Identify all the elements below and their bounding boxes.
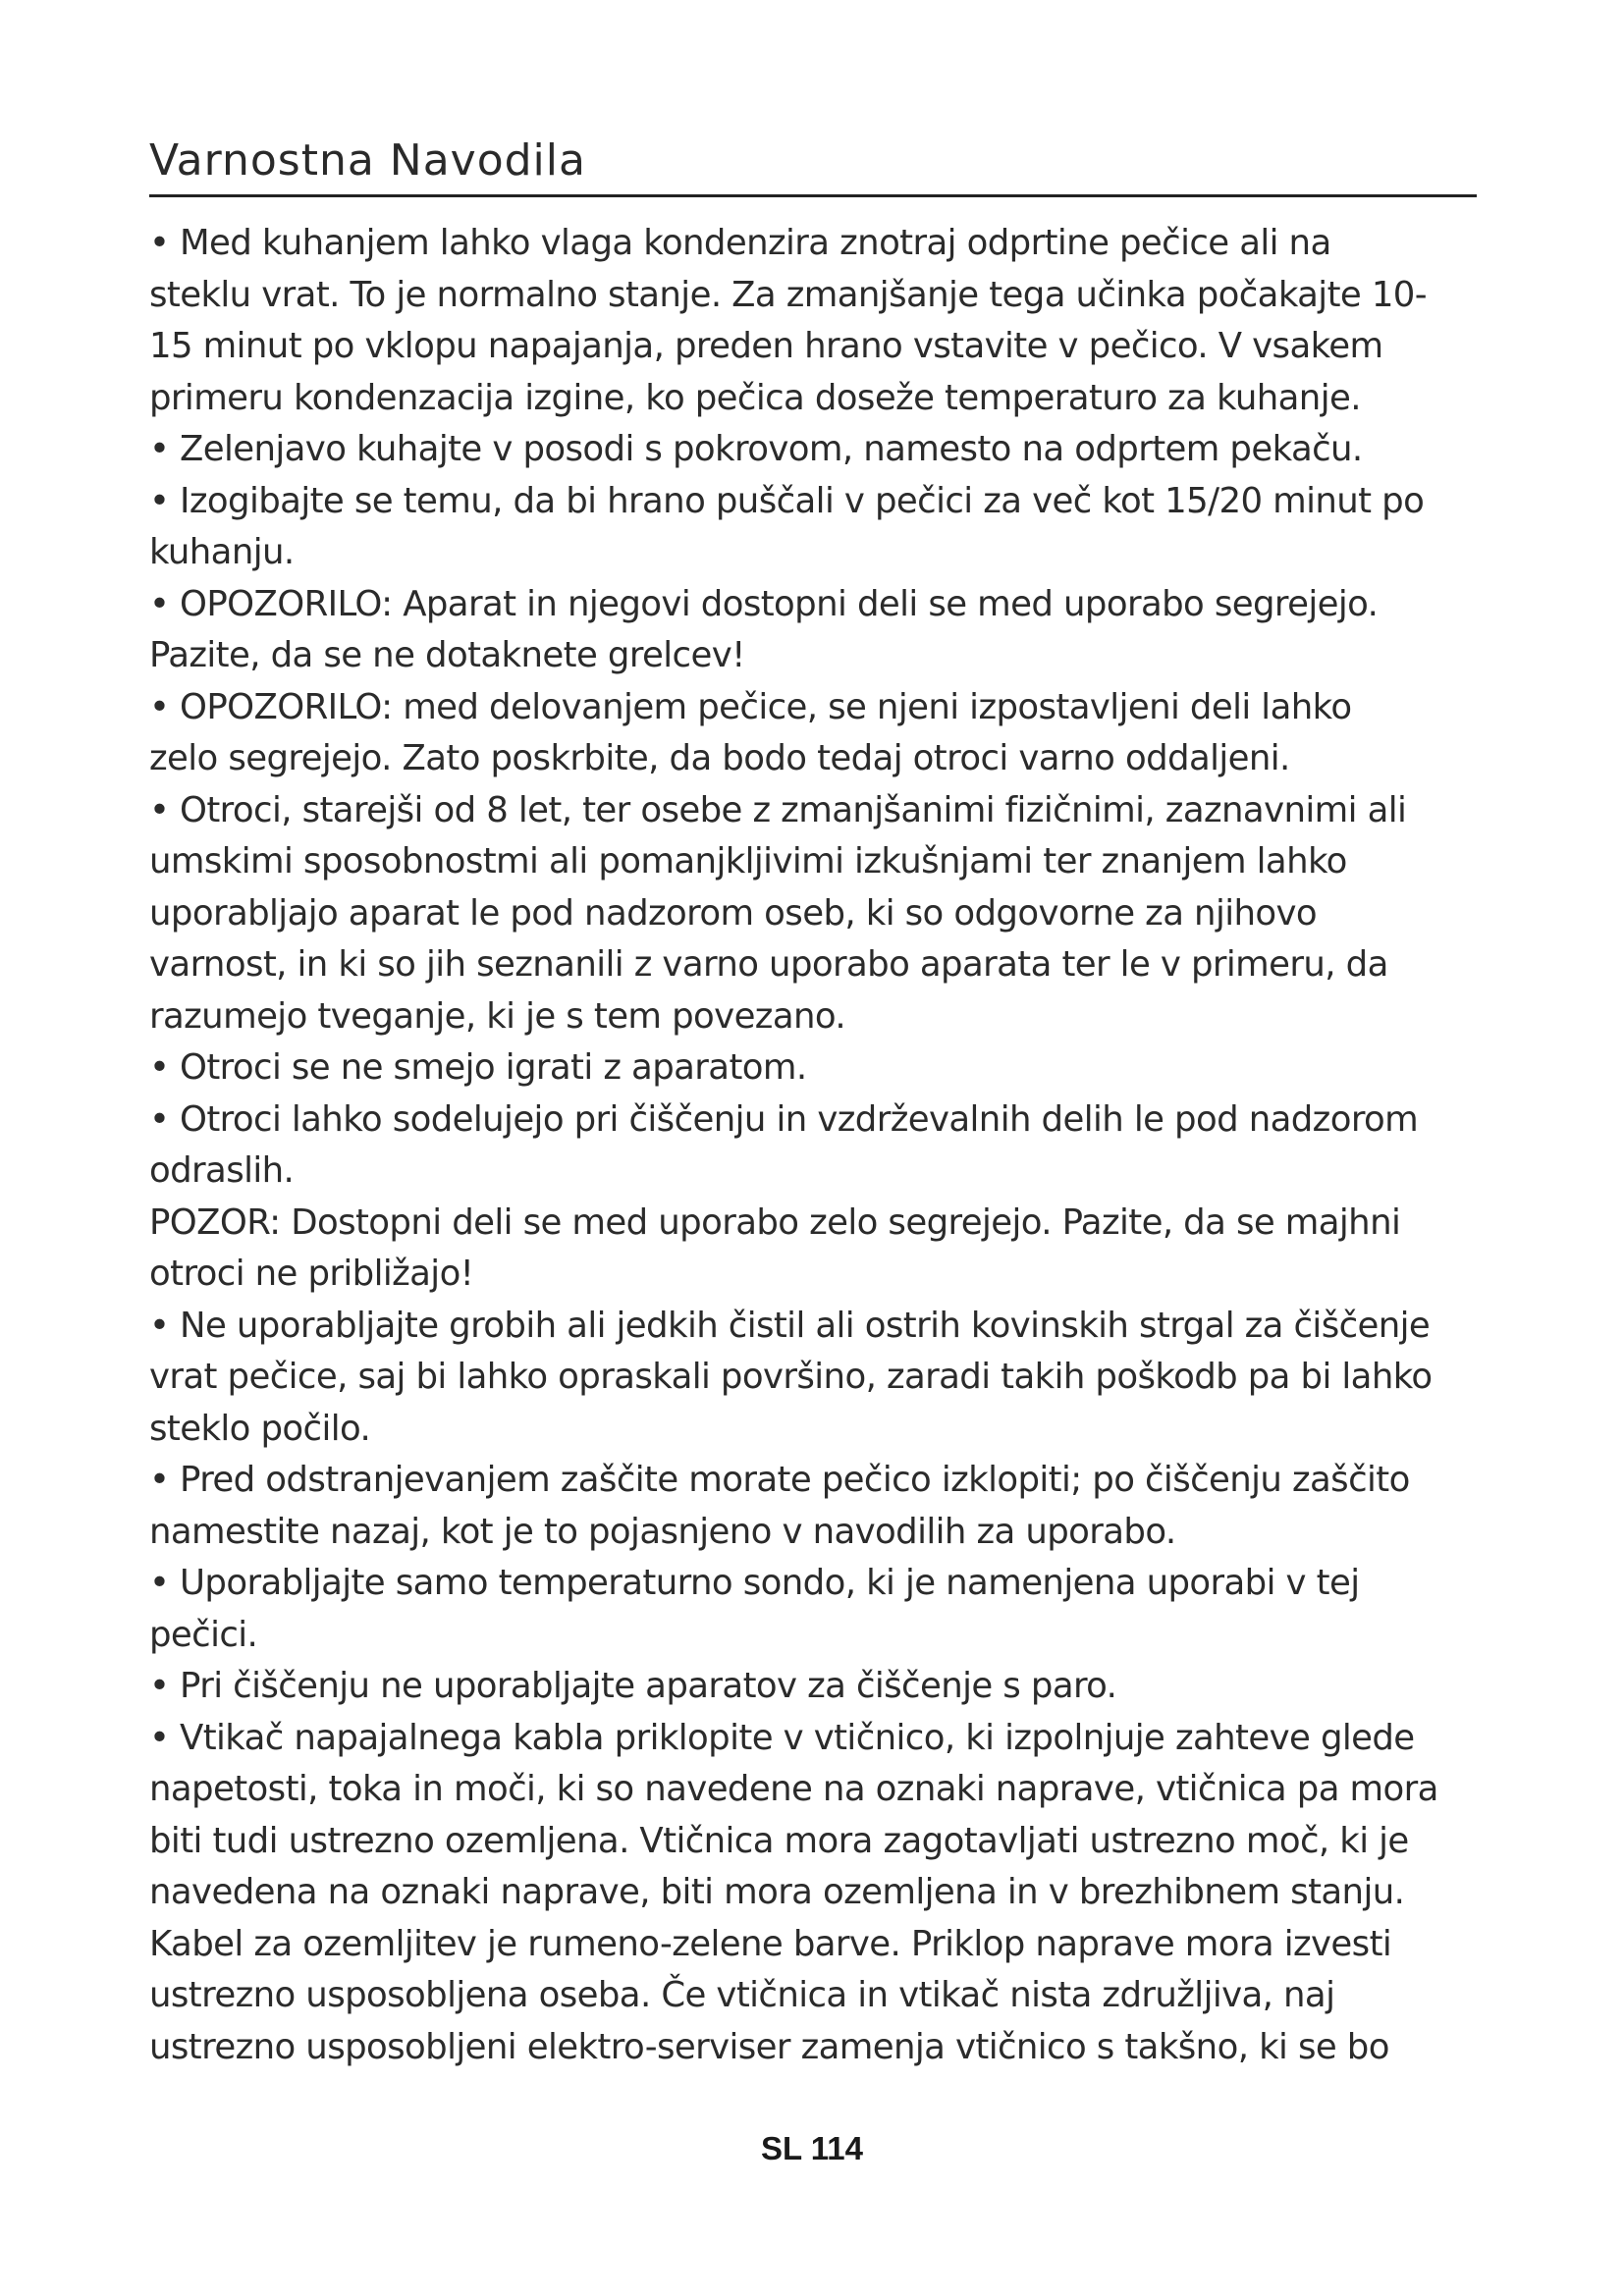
text-line: uporabljajo aparat le pod nadzorom oseb, ki so odgovorne za njihovo xyxy=(149,892,1318,934)
text-line: • Zelenjavo kuhajte v posodi s pokrovom, namesto na odprtem pekaču. xyxy=(149,429,1363,469)
text-line: • Pri čiščenju ne uporabljajte aparatov za čiščenje s paro. xyxy=(149,1666,1117,1706)
text-line: kuhanju. xyxy=(149,532,295,572)
text-line: ustrezno usposobljeni elektro-serviser zamenja vtičnico s takšno, ki se bo xyxy=(149,2026,1389,2067)
text-line: • Vtikač napajalnega kabla priklopite v vtičnico, ki izpolnjuje zahteve glede xyxy=(149,1717,1415,1758)
text-line: • Izogibajte se temu, da bi hrano puščali v pečici za več kot 15/20 minut po xyxy=(149,480,1425,521)
text-line: steklo počilo. xyxy=(149,1408,371,1449)
text-line: napetosti, toka in moči, ki so navedene na oznaki naprave, vtičnica pa mora xyxy=(149,1769,1438,1809)
text-line: primeru kondenzacija izgine, ko pečica doseže temperaturo za kuhanje. xyxy=(149,377,1361,418)
text-line: • Otroci se ne smejo igrati z aparatom. xyxy=(149,1047,807,1088)
page-title: Varnostna Navodila xyxy=(149,135,586,186)
text-line: POZOR: Dostopni deli se med uporabo zelo segrejejo. Pazite, da se majhni xyxy=(149,1201,1401,1243)
text-line: • Uporabljajte samo temperaturno sondo, ki je namenjena uporabi v tej xyxy=(149,1563,1360,1603)
text-line: vrat pečice, saj bi lahko opraskali površino, zaradi takih poškodb pa bi lahko xyxy=(149,1357,1433,1397)
text-line: otroci ne približajo! xyxy=(149,1254,474,1294)
page-number: SL 114 xyxy=(761,2130,863,2166)
text-line: umskimi sposobnostmi ali pomanjkljivimi izkušnjami ter znanjem lahko xyxy=(149,841,1347,881)
text-line: • Ne uporabljajte grobih ali jedkih čistil ali ostrih kovinskih strgal za čiščenje xyxy=(149,1305,1431,1346)
text-line: 15 minut po vklopu napajanja, preden hrano vstavite v pečico. V vsakem xyxy=(149,326,1383,366)
text-line: • Otroci lahko sodelujejo pri čiščenju in vzdrževalnih delih le pod nadzorom xyxy=(149,1098,1419,1140)
safety-instructions-text xyxy=(149,218,1516,2073)
text-line: namestite nazaj, kot je to pojasnjeno v navodilih za uporabo. xyxy=(149,1511,1176,1552)
text-line: ustrezno usposobljena oseba. Če vtičnica in vtikač nista združljiva, naj xyxy=(149,1975,1335,2015)
text-line: • Med kuhanjem lahko vlaga kondenzira znotraj odprtine pečice ali na xyxy=(149,223,1331,263)
text-line: navedena na oznaki naprave, biti mora ozemljena in v brezhibnem stanju. xyxy=(149,1872,1405,1912)
text-line: • Otroci, starejši od 8 let, ter osebe z zmanjšanimi fizičnimi, zaznavnimi ali xyxy=(149,789,1407,830)
text-line: biti tudi ustrezno ozemljena. Vtičnica mora zagotavljati ustrezno moč, ki je xyxy=(149,1820,1409,1861)
text-line: varnost, in ki so jih seznanili z varno uporabo aparata ter le v primeru, da xyxy=(149,944,1388,985)
text-line: Kabel za ozemljitev je rumeno-zelene barve. Priklop naprave mora izvesti xyxy=(149,1923,1392,1964)
text-line: • Pred odstranjevanjem zaščite morate pečico izklopiti; po čiščenju zaščito xyxy=(149,1460,1410,1500)
text-line: steklu vrat. To je normalno stanje. Za zmanjšanje tega učinka počakajte 10- xyxy=(149,274,1428,315)
text-line: odraslih. xyxy=(149,1150,295,1191)
text-line: pečici. xyxy=(149,1614,258,1655)
text-line: • OPOZORILO: med delovanjem pečice, se njeni izpostavljeni deli lahko xyxy=(149,686,1352,727)
title-divider xyxy=(149,194,1477,197)
text-line: zelo segrejejo. Zato poskrbite, da bodo tedaj otroci varno oddaljeni. xyxy=(149,738,1290,778)
text-line: • OPOZORILO: Aparat in njegovi dostopni deli se med uporabo segrejejo. xyxy=(149,583,1379,624)
text-line: Pazite, da se ne dotaknete grelcev! xyxy=(149,635,745,675)
text-line: razumejo tveganje, ki je s tem povezano. xyxy=(149,995,846,1037)
